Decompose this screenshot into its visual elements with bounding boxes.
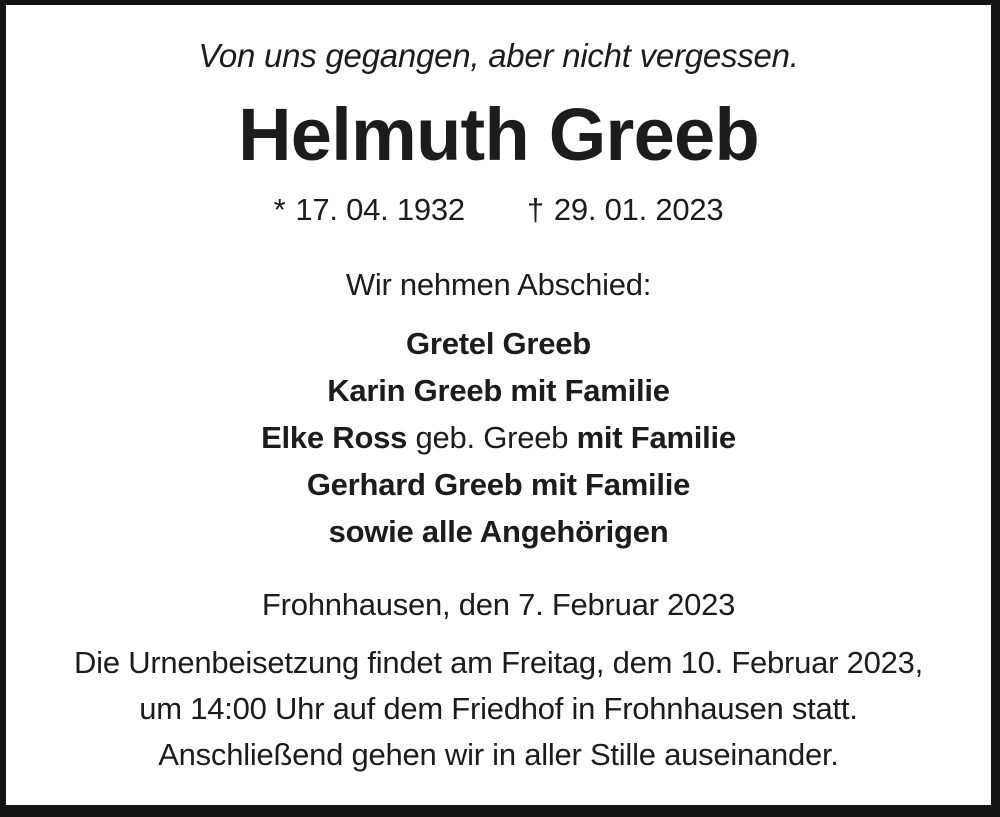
epigraph-text: Von uns gegangen, aber nicht vergessen. bbox=[198, 37, 799, 74]
mourner-segment: Elke Ross bbox=[261, 420, 408, 455]
farewell-heading: Wir nehmen Abschied: bbox=[345, 267, 652, 302]
birth-date bbox=[274, 190, 465, 230]
mourner-segment: geb. Greeb bbox=[407, 420, 577, 455]
life-dates-row bbox=[274, 190, 724, 230]
mourner-line bbox=[261, 508, 736, 555]
death-date-value: 29. 01. 2023 bbox=[553, 192, 724, 227]
mourner-segment: mit Familie bbox=[576, 420, 736, 455]
funeral-details-line: Die Urnenbeisetzung findet am Freitag, dem 10. Februar 2023, bbox=[74, 645, 923, 680]
mourner-segment: Gretel Greeb bbox=[406, 326, 591, 361]
funeral-details-line: um 14:00 Uhr auf dem Friedhof in Frohnhausen statt. bbox=[139, 691, 858, 726]
mourner-line bbox=[261, 320, 736, 367]
deceased-name: Helmuth Greeb bbox=[238, 93, 759, 176]
birth-star-symbol: * bbox=[273, 192, 286, 227]
funeral-details bbox=[74, 640, 923, 778]
birth-date-value: 17. 04. 1932 bbox=[295, 192, 465, 227]
mourner-segment: sowie alle Angehörigen bbox=[328, 514, 669, 549]
mourner-segment: Karin Greeb mit Familie bbox=[327, 373, 670, 408]
death-date bbox=[527, 190, 724, 230]
death-dagger-symbol: † bbox=[526, 192, 544, 227]
obituary-content bbox=[6, 5, 991, 778]
mourner-segment: Gerhard Greeb mit Familie bbox=[306, 467, 691, 502]
mourner-line bbox=[261, 367, 736, 414]
mourner-line bbox=[261, 461, 736, 508]
place-dateline: Frohnhausen, den 7. Februar 2023 bbox=[261, 587, 736, 622]
mourners-list bbox=[261, 320, 736, 555]
funeral-details-line: Anschließend gehen wir in aller Stille auseinander. bbox=[158, 737, 839, 772]
mourner-line bbox=[261, 414, 736, 461]
